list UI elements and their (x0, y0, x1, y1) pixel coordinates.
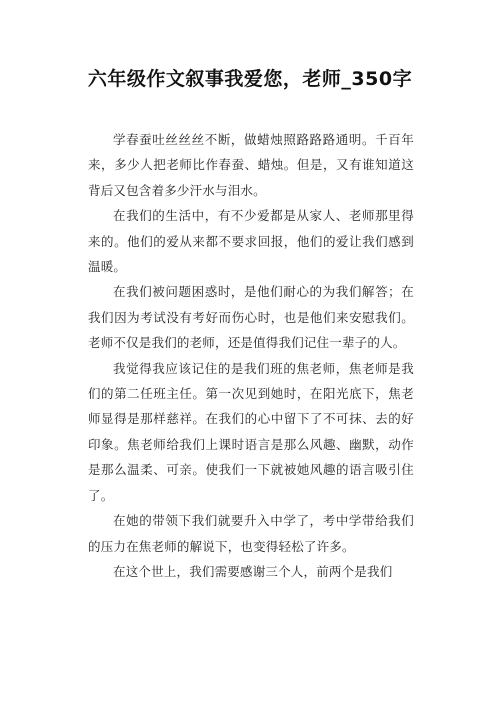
paragraph: 在这个世上，我们需要感谢三个人，前两个是我们 (113, 563, 393, 579)
paragraph: 我觉得我应该记住的是我们班的焦老师，焦老师是我们的第二任班主任。第一次见到她时，在阳光底下，焦老师显得是那样慈祥。在我们的心中留下了不可抹、去的好印象。焦老师给我们上课时语言是那么风趣、幽默，动作是那么温柔、可亲。使我们一下就被她风趣的语言吸引住了。 (88, 360, 414, 503)
paragraph: 在她的带领下我们就要升入中学了，考中学带给我们的压力在焦老师的解说下，也变得轻松了许多。 (88, 513, 414, 554)
paragraph: 在我们的生活中，有不少爱都是从家人、老师那里得来的。他们的爱从来都不要求回报，他们的爱让我们感到温暖。 (88, 208, 414, 275)
paragraph: 在我们被问题困惑时，是他们耐心的为我们解答；在我们因为考试没有考好而伤心时，也是他们来安慰我们。老师不仅是我们的老师，还是值得我们记住一辈子的人。 (88, 284, 414, 351)
paragraph: 学春蚕吐丝丝丝不断，做蜡烛照路路路通明。千百年来，多少人把老师比作春蚕、蜡烛。但是，又有谁知道这背后又包含着多少汗水与泪水。 (88, 132, 414, 198)
document-body (88, 127, 414, 584)
document-title: 六年级作文叙事我爱您，老师_350字 (87, 68, 413, 90)
